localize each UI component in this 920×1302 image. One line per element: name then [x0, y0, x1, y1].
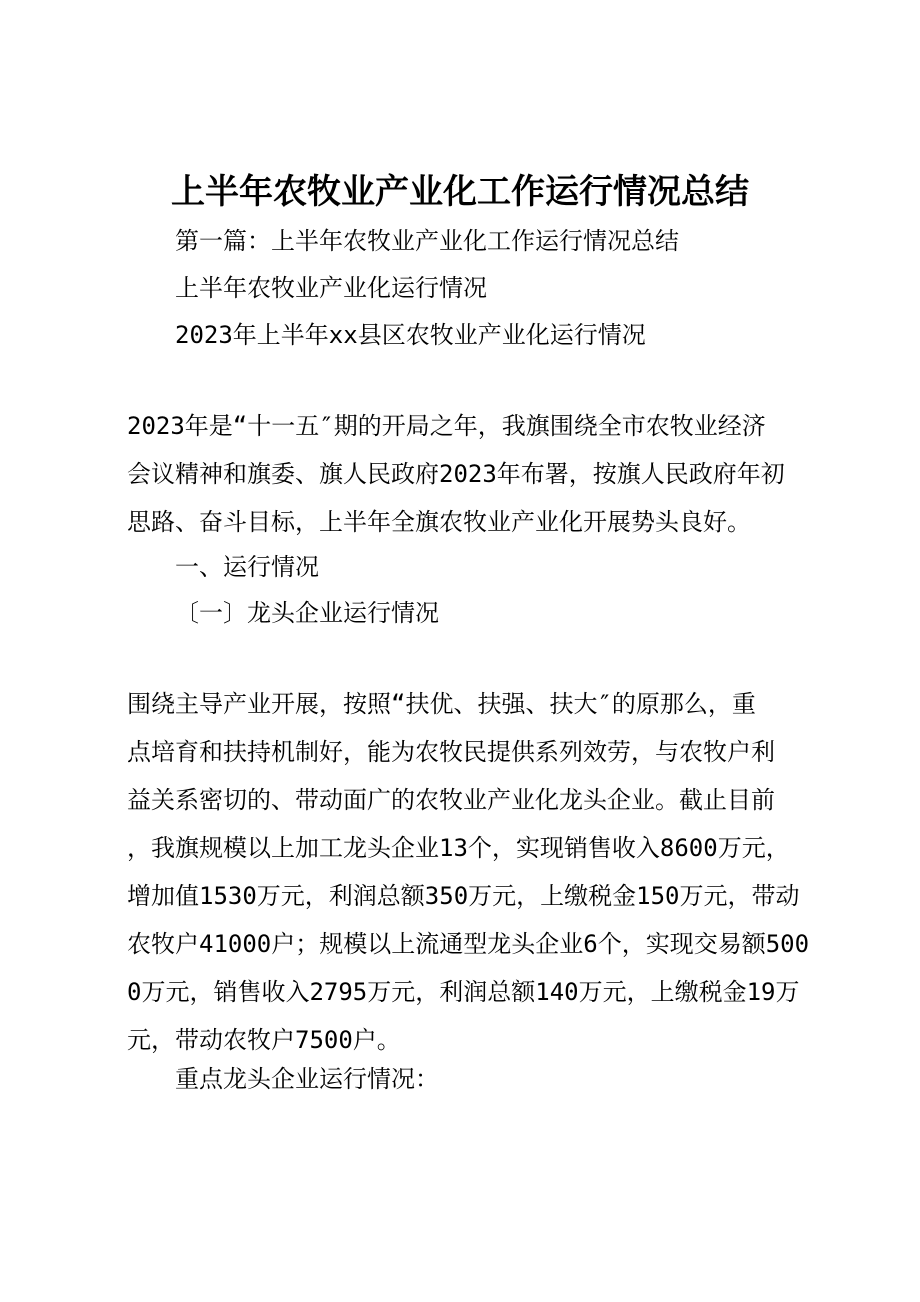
subtitle-line-2: 上半年农牧业产业化运行情况 — [175, 274, 487, 302]
intro-paragraph — [127, 402, 807, 546]
paragraph-line: 思路、奋斗目标，上半年全旗农牧业产业化开展势头良好。 — [127, 508, 751, 536]
subsection-heading: 〔一〕龙头企业运行情况 — [175, 599, 439, 627]
paragraph-line: 0万元，销售收入2795万元，利润总额140万元，上缴税金19万 — [127, 978, 800, 1006]
paragraph-line: 会议精神和旗委、旗人民政府2023年布署，按旗人民政府年初 — [127, 460, 785, 488]
subtitle-line-1: 第一篇：上半年农牧业产业化工作运行情况总结 — [175, 227, 679, 255]
paragraph-line: 增加值1530万元，利润总额350万元，上缴税金150万元，带动 — [127, 882, 800, 910]
paragraph-line: 围绕主导产业开展，按照“扶优、扶强、扶大″的原那么，重 — [127, 690, 756, 718]
document-title: 上半年农牧业产业化工作运行情况总结 — [171, 172, 749, 212]
paragraph-line: ，我旗规模以上加工龙头企业13个，实现销售收入8600万元， — [127, 834, 790, 862]
body-paragraph — [127, 680, 810, 1064]
paragraph-line: 益关系密切的、带动面广的农牧业产业化龙头企业。截止目前 — [127, 786, 775, 814]
paragraph-line: 元，带动农牧户7500户。 — [127, 1026, 401, 1054]
paragraph-line: 点培育和扶持机制好，能为农牧民提供系列效劳，与农牧户利 — [127, 738, 775, 766]
paragraph-line: 2023年是“十一五″期的开局之年，我旗围绕全市农牧业经济 — [127, 412, 766, 440]
paragraph-line: 农牧户41000户；规模以上流通型龙头企业6个，实现交易额500 — [127, 930, 810, 958]
closing-heading: 重点龙头企业运行情况： — [175, 1065, 439, 1093]
subtitle-line-3: 2023年上半年xx县区农牧业产业化运行情况 — [175, 321, 646, 349]
section-heading: 一、运行情况 — [175, 553, 319, 581]
